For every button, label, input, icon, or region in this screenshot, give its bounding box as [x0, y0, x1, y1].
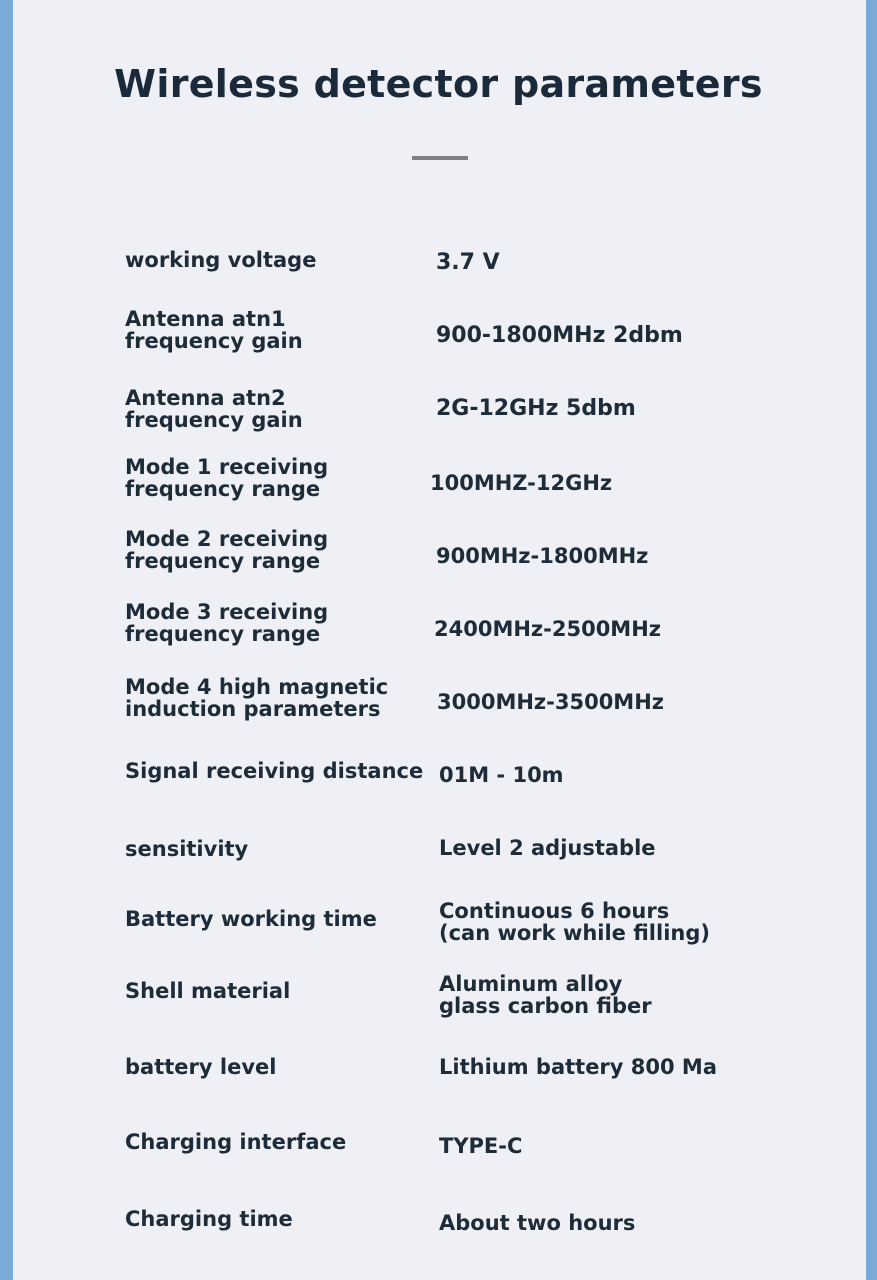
- row-value-mode-4: 3000MHz-3500MHz: [437, 690, 665, 714]
- page-title: Wireless detector parameters: [114, 62, 763, 106]
- row-label-charging-interface: Charging interface: [125, 1130, 347, 1154]
- row-value-shell-material: Aluminum alloy glass carbon fiber: [439, 972, 652, 1018]
- row-value-charging-time: About two hours: [439, 1211, 636, 1235]
- row-label-antenna-atn2: Antenna atn2 frequency gain: [125, 386, 303, 432]
- row-label-signal-distance: Signal receiving distance: [125, 759, 424, 783]
- row-label-battery-level: battery level: [125, 1055, 277, 1079]
- row-label-charging-time: Charging time: [125, 1207, 293, 1231]
- row-value-sensitivity: Level 2 adjustable: [439, 836, 656, 860]
- row-value-mode-1: 100MHZ-12GHz: [430, 471, 613, 495]
- row-value-antenna-atn2: 2G-12GHz 5dbm: [436, 396, 636, 421]
- row-label-working-voltage: working voltage: [125, 248, 317, 272]
- row-label-mode-2: Mode 2 receiving frequency range: [125, 527, 329, 573]
- title-divider: [412, 156, 468, 160]
- row-value-signal-distance: 01M - 10m: [439, 763, 564, 787]
- row-label-antenna-atn1: Antenna atn1 frequency gain: [125, 307, 303, 353]
- row-label-mode-3: Mode 3 receiving frequency range: [125, 600, 329, 646]
- row-value-charging-interface: TYPE-C: [439, 1134, 523, 1158]
- row-value-antenna-atn1: 900-1800MHz 2dbm: [436, 323, 683, 348]
- row-label-battery-working-time: Battery working time: [125, 907, 377, 931]
- row-label-shell-material: Shell material: [125, 979, 291, 1003]
- row-value-mode-3: 2400MHz-2500MHz: [434, 617, 662, 641]
- row-value-working-voltage: 3.7 V: [436, 250, 500, 275]
- row-label-mode-4: Mode 4 high magnetic induction parameters: [125, 675, 389, 721]
- row-value-mode-2: 900MHz-1800MHz: [436, 544, 649, 568]
- row-label-mode-1: Mode 1 receiving frequency range: [125, 455, 329, 501]
- row-label-sensitivity: sensitivity: [125, 837, 249, 861]
- row-value-battery-working-time: Continuous 6 hours (can work while filling): [439, 899, 710, 945]
- row-value-battery-level: Lithium battery 800 Ma: [439, 1055, 718, 1079]
